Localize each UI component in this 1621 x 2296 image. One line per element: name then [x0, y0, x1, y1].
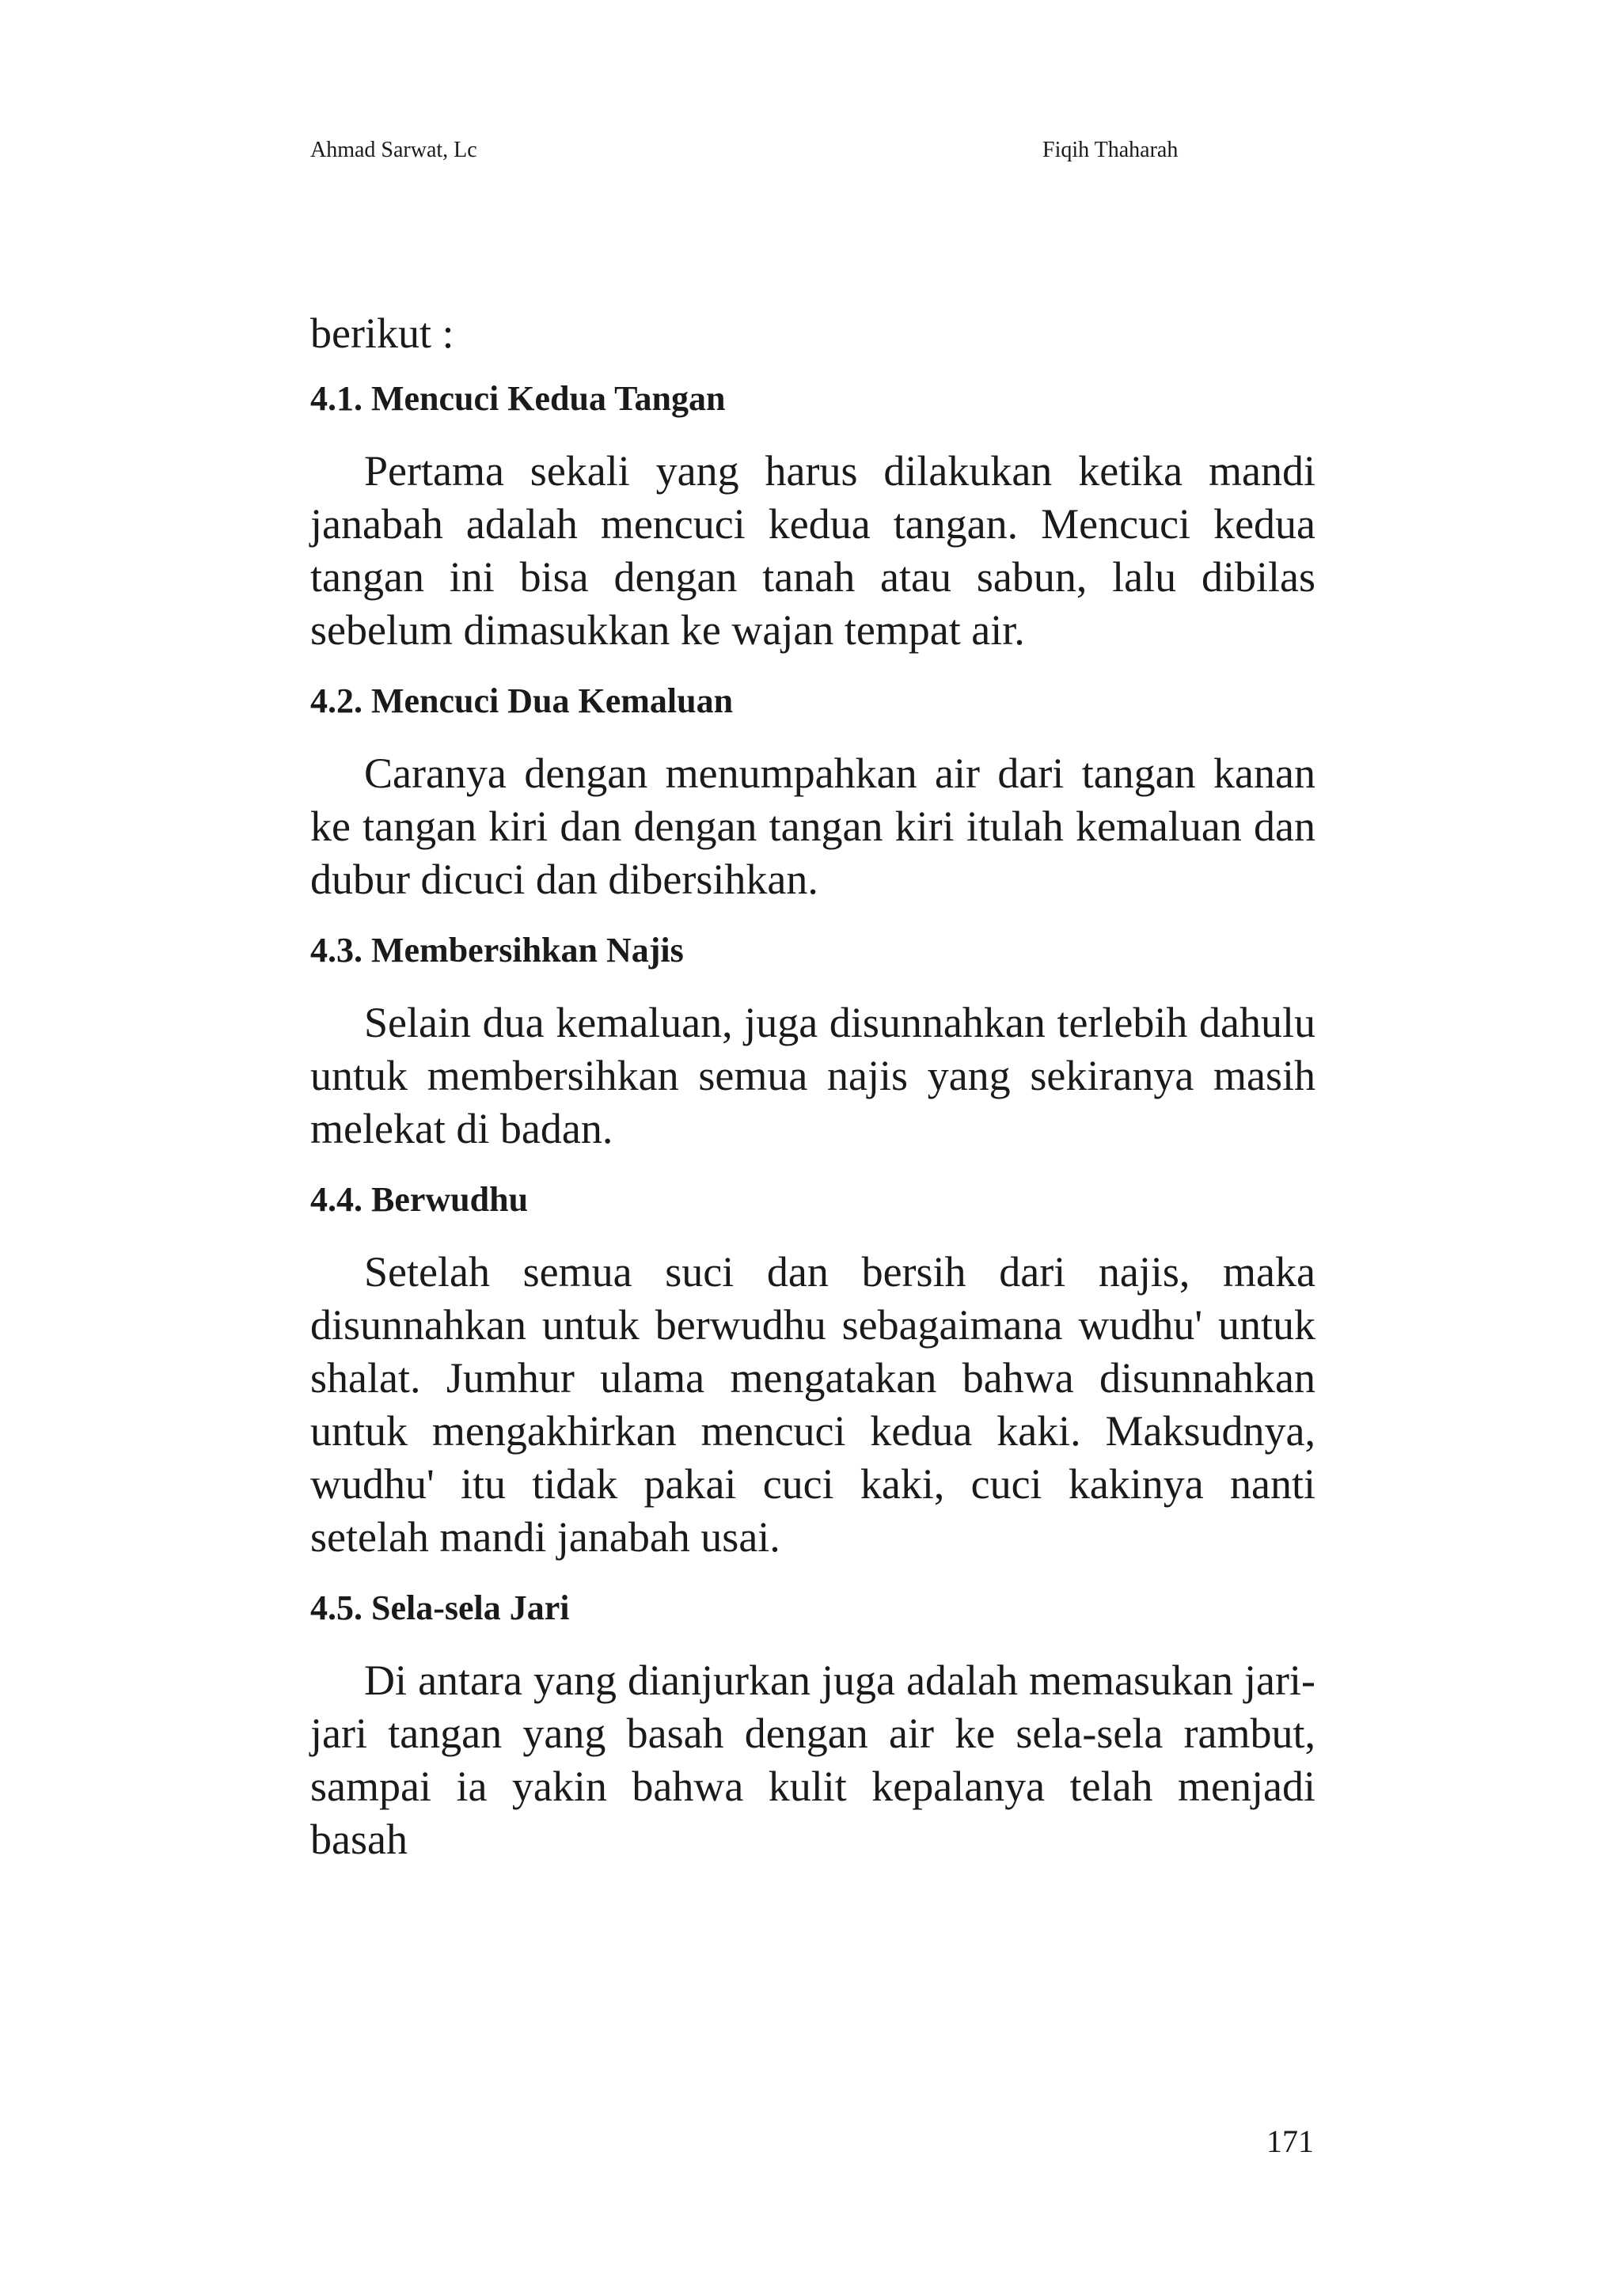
page-body: [310, 307, 1315, 1888]
continued-text: berikut :: [310, 309, 454, 357]
running-header: [310, 135, 1203, 166]
section-4-3: [310, 928, 1315, 1156]
section-4-1: [310, 377, 1315, 657]
section-heading: 4.1. Mencuci Kedua Tangan: [310, 379, 726, 418]
section-paragraph: Di antara yang dianjurkan juga adalah memasukan jari-jari tangan yang basah dengan air ke sela-sela rambut, sampai ia yakin bahwa kulit kepalanya telah menjadi basah: [310, 1657, 1315, 1863]
section-heading: 4.4. Berwudhu: [310, 1180, 529, 1219]
header-book-title: Fiqih Thaharah: [1042, 138, 1179, 162]
section-heading: 4.5. Sela-sela Jari: [310, 1588, 570, 1627]
header-author: Ahmad Sarwat, Lc: [310, 138, 477, 162]
section-paragraph: Setelah semua suci dan bersih dari najis, maka disunnahkan untuk berwudhu sebagaimana wudhu' untuk shalat. Jumhur ulama mengatakan bahwa disunnahkan untuk mengakhirkan mencuci kedua kaki. Maksudnya, wudhu' itu tidak pakai cuci kaki, cuci kakinya nanti setelah mandi janabah usai.: [310, 1248, 1315, 1561]
page-number: 171: [1266, 2123, 1314, 2159]
section-paragraph: Pertama sekali yang harus dilakukan ketika mandi janabah adalah mencuci kedua tangan. Mencuci kedua tangan ini bisa dengan tanah atau sabun, lalu dibilas sebelum dimasukkan ke wajan tempat air.: [310, 447, 1315, 654]
section-paragraph: Caranya dengan menumpahkan air dari tangan kanan ke tangan kiri dan dengan tangan kiri itulah kemaluan dan dubur dicuci dan dibersihkan.: [310, 750, 1315, 903]
section-paragraph: Selain dua kemaluan, juga disunnahkan terlebih dahulu untuk membersihkan semua najis yang sekiranya masih melekat di badan.: [310, 999, 1315, 1152]
section-4-4: [310, 1178, 1315, 1564]
section-heading: 4.2. Mencuci Dua Kemaluan: [310, 681, 734, 720]
section-heading: 4.3. Membersihkan Najis: [310, 931, 684, 970]
section-4-5: [310, 1586, 1315, 1866]
section-4-2: [310, 679, 1315, 906]
